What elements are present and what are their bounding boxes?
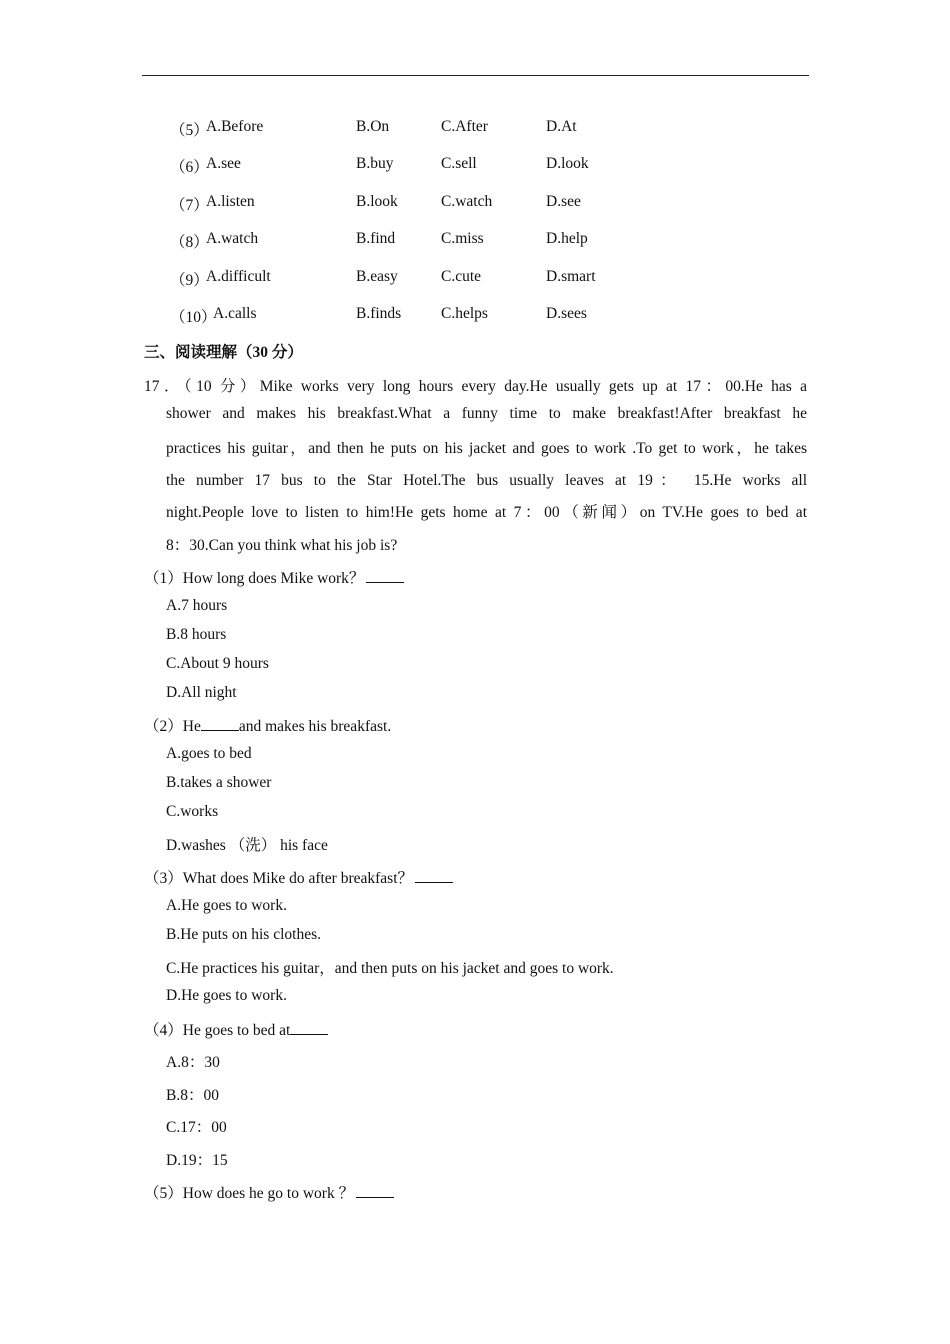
question-text-after: and makes his breakfast. [238,718,392,735]
question-text: （3）What does Mike do after breakfast？ [144,870,414,887]
choice-d: D.All night [166,684,237,701]
option-a: A.Before [206,118,264,135]
choice-c: C.About 9 hours [166,655,269,672]
choice-a: A.He goes to work. [166,897,287,914]
option-row [0,118,950,140]
option-c: C.miss [441,230,484,247]
option-d: D.At [546,118,577,135]
option-d: D.help [546,230,588,247]
option-number: （10） [170,309,217,326]
choice-b: B.8 hours [166,626,227,643]
question-text: （5）How does he go to work ？ [144,1185,355,1202]
option-d: D.see [546,193,581,210]
option-b: B.buy [356,155,394,172]
choice-c: C.17：00 [166,1119,227,1136]
question-3 [144,866,453,888]
option-b: B.look [356,193,398,210]
choice-c: C.works [166,803,219,820]
option-row [0,305,950,327]
option-a: A.calls [213,305,257,322]
choice-a: A.7 hours [166,597,228,614]
option-number: （6） [170,159,209,176]
question-text: （2）He [144,718,201,735]
option-row [0,230,950,252]
passage-line: night.People love to listen to him!He gets home at 7：00（新闻）on TV.He goes to bed at [166,504,807,521]
option-b: B.On [356,118,390,135]
answer-blank[interactable] [201,716,239,731]
passage-line: the number 17 bus to the Star Hotel.The bus usually leaves at 19： 15.He works all [166,472,807,489]
option-row [0,268,950,290]
choice-a: A.goes to bed [166,745,252,762]
option-row [0,193,950,215]
passage-line: practices his guitar，and then he puts on his jacket and goes to work .To get to work，he takes [166,440,807,457]
question-5 [144,1181,394,1203]
option-c: C.watch [441,193,493,210]
option-d: D.smart [546,268,596,285]
question-text: （4）He goes to bed at [144,1022,291,1039]
question-text: （1）How long does Mike work？ [144,570,365,587]
choice-c: C.He practices his guitar，and then puts on his jacket and goes to work. [166,960,614,977]
option-b: B.finds [356,305,402,322]
option-number: （9） [170,272,209,289]
option-d: D.sees [546,305,587,322]
choice-d: D.He goes to work. [166,987,287,1004]
choice-b: B.8：00 [166,1087,219,1104]
option-b: B.find [356,230,396,247]
answer-blank[interactable] [366,568,404,583]
header-rule [142,75,809,76]
option-number: （5） [170,122,209,139]
option-d: D.look [546,155,589,172]
answer-blank[interactable] [356,1183,394,1198]
option-number: （8） [170,234,209,251]
option-c: C.helps [441,305,488,322]
option-a: A.see [206,155,241,172]
choice-d: D.19：15 [166,1152,228,1169]
option-row [0,155,950,177]
question-4 [144,1018,328,1040]
choice-b: B.takes a shower [166,774,272,791]
option-a: A.watch [206,230,259,247]
answer-blank[interactable] [415,868,453,883]
answer-blank[interactable] [290,1020,328,1035]
question-2 [144,714,391,736]
option-number: （7） [170,197,209,214]
option-b: B.easy [356,268,398,285]
question-1 [144,566,404,588]
choice-b: B.He puts on his clothes. [166,926,321,943]
option-c: C.sell [441,155,477,172]
passage-line: shower and makes his breakfast.What a funny time to make breakfast!After breakfast he [166,405,807,422]
option-c: C.After [441,118,488,135]
section-title: 三、阅读理解（30 分） [144,344,303,361]
option-c: C.cute [441,268,482,285]
option-a: A.difficult [206,268,271,285]
option-a: A.listen [206,193,255,210]
passage-line: 8：30.Can you think what his job is? [166,537,398,554]
passage-line: 17．（10 分）Mike works very long hours every day.He usually gets up at 17：00.He has a [144,378,807,395]
choice-a: A.8：30 [166,1054,220,1071]
choice-d: D.washes （洗） his face [166,837,328,854]
